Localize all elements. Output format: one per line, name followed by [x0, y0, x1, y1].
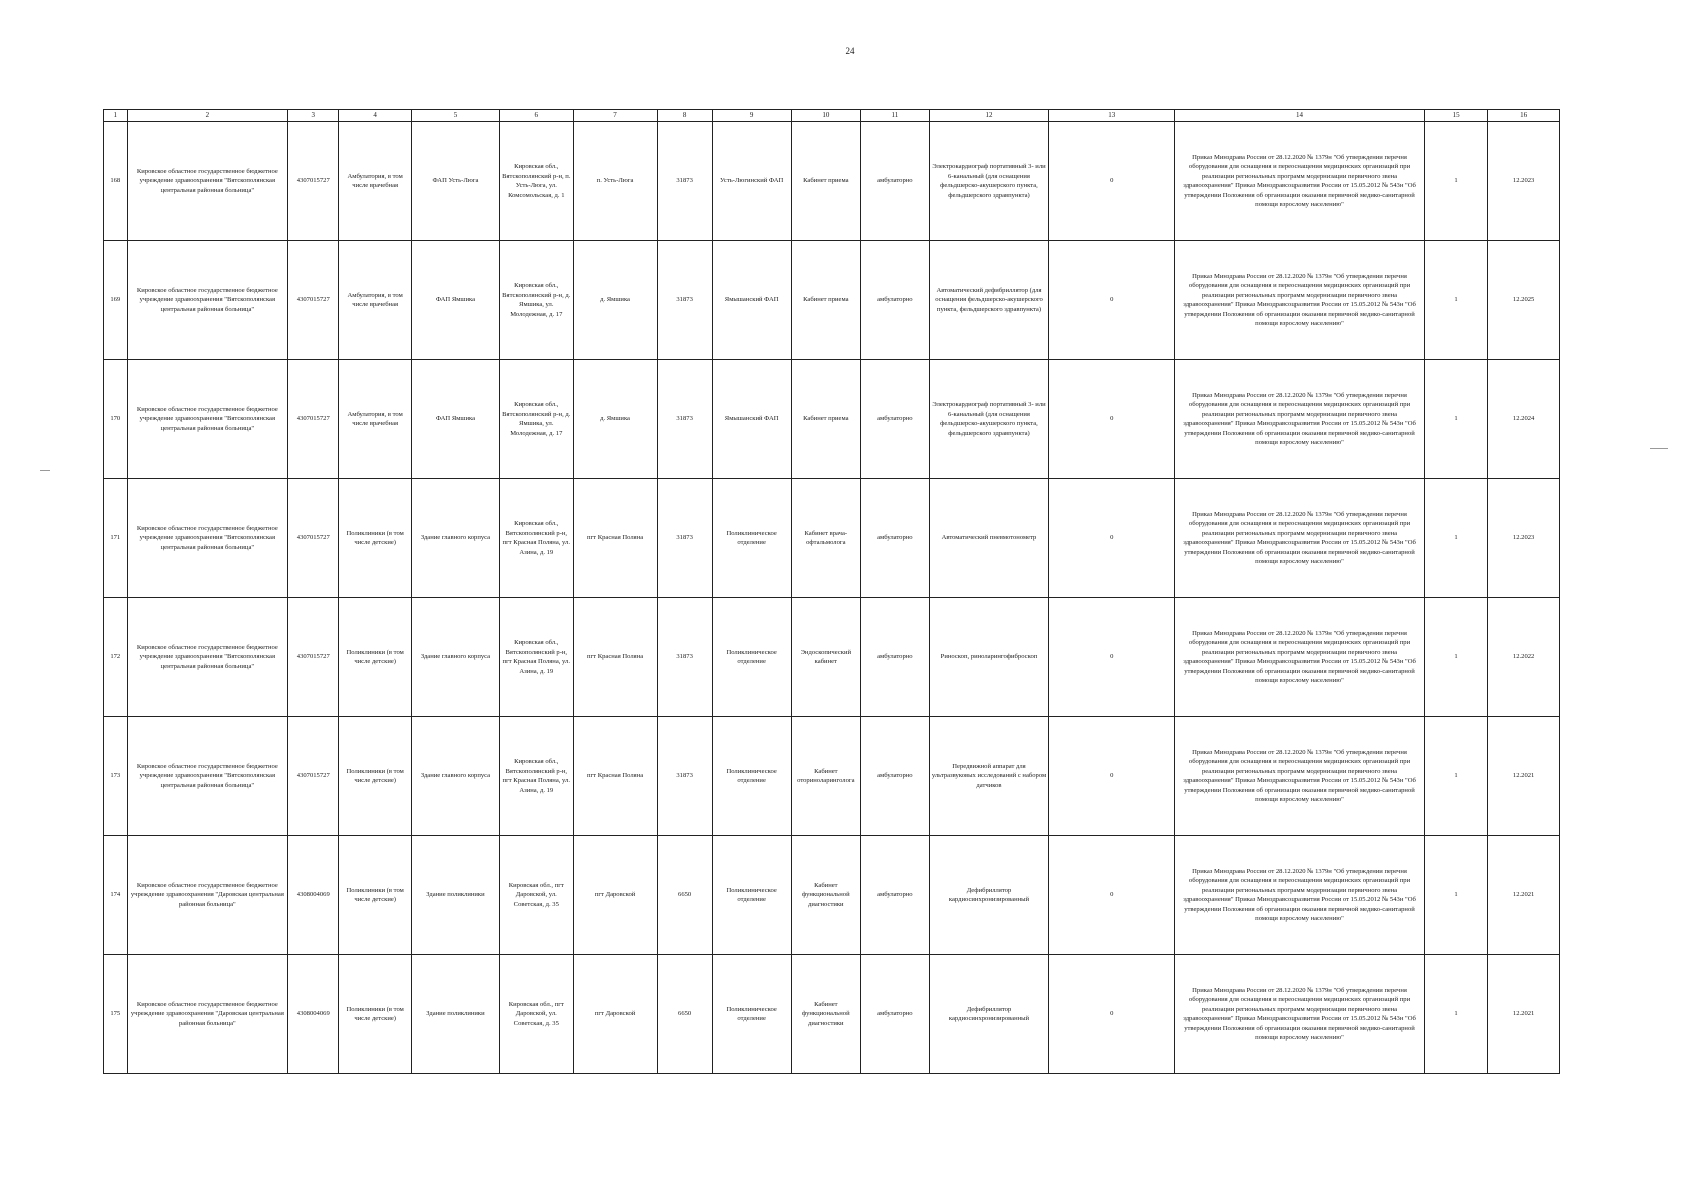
deadline-cell: 12.2023 — [1488, 122, 1560, 241]
deadline-cell: 12.2023 — [1488, 479, 1560, 598]
equipment-cell: Дефибриллятор кардиосинхронизированный — [929, 955, 1049, 1074]
required-count-cell: 1 — [1424, 836, 1487, 955]
room-cell: Кабинет приема — [791, 241, 861, 360]
facility-type-cell: Поликлиники (в том числе детские) — [339, 836, 412, 955]
deadline-cell: 12.2021 — [1488, 836, 1560, 955]
organization-cell: Кировское областное государственное бюджетное учреждение здравоохранения "Вятскополянская центральная районная больница" — [127, 122, 288, 241]
equipment-cell: Электрокардиограф портативный 3- или 6-канальный (для оснащения фельдшерско-акушерского пункта, фельдшерского здравпункта) — [929, 360, 1049, 479]
deadline-cell: 12.2022 — [1488, 598, 1560, 717]
facility-type-cell: Поликлиники (в том числе детские) — [339, 717, 412, 836]
settlement-cell: пгт Даровской — [573, 955, 657, 1074]
room-cell: Эндоскопический кабинет — [791, 598, 861, 717]
inn-cell: 4307015727 — [288, 360, 339, 479]
available-count-cell: 0 — [1049, 122, 1175, 241]
row-number-cell: 173 — [104, 717, 128, 836]
unit-cell: Ямышанский ФАП — [712, 241, 791, 360]
required-count-cell: 1 — [1424, 479, 1487, 598]
settlement-cell: пгт Красная Поляна — [573, 479, 657, 598]
available-count-cell: 0 — [1049, 479, 1175, 598]
room-cell: Кабинет оториноларинголога — [791, 717, 861, 836]
building-cell: Здание главного корпуса — [411, 479, 499, 598]
facility-type-cell: Поликлиники (в том числе детские) — [339, 479, 412, 598]
inn-cell: 4308004069 — [288, 955, 339, 1074]
unit-cell: Поликлиническое отделение — [712, 598, 791, 717]
equipment-register-table — [103, 109, 1560, 1074]
inn-cell: 4307015727 — [288, 479, 339, 598]
required-count-cell: 1 — [1424, 598, 1487, 717]
building-cell: Здание поликлиники — [411, 836, 499, 955]
organization-cell: Кировское областное государственное бюджетное учреждение здравоохранения "Даровская центральная районная больница" — [127, 955, 288, 1074]
column-header: 5 — [411, 110, 499, 122]
row-number-cell: 171 — [104, 479, 128, 598]
row-number-cell: 172 — [104, 598, 128, 717]
column-header: 14 — [1175, 110, 1425, 122]
unit-cell: Поликлиническое отделение — [712, 479, 791, 598]
equipment-cell: Дефибриллятор кардиосинхронизированный — [929, 836, 1049, 955]
care-form-cell: амбулаторно — [861, 598, 930, 717]
population-cell: 31873 — [657, 360, 712, 479]
legal-basis-cell: Приказ Минздрава России от 28.12.2020 № 1379н "Об утверждении перечня оборудования для оснащения и переоснащения медицинских организаций при реализации региональных программ модернизации первичного звена здравоохранения" Приказ Минздравсоцразвития России от 15.05.2012 № 543н "Об утверждении Положения об организации оказания первичной медико-санитарной помощи взрослому населению" — [1175, 717, 1425, 836]
column-header: 12 — [929, 110, 1049, 122]
room-cell: Кабинет приема — [791, 122, 861, 241]
settlement-cell: пгт Красная Поляна — [573, 717, 657, 836]
column-header: 13 — [1049, 110, 1175, 122]
equipment-cell: Автоматический дефибриллятор (для оснащения фельдшерско-акушерского пункта, фельдшерского здравпункта) — [929, 241, 1049, 360]
available-count-cell: 0 — [1049, 241, 1175, 360]
settlement-cell: пгт Красная Поляна — [573, 598, 657, 717]
column-header: 4 — [339, 110, 412, 122]
required-count-cell: 1 — [1424, 717, 1487, 836]
inn-cell: 4308004069 — [288, 836, 339, 955]
column-header: 11 — [861, 110, 930, 122]
care-form-cell: амбулаторно — [861, 836, 930, 955]
column-header: 15 — [1424, 110, 1487, 122]
equipment-cell: Риноскоп, риноларингофиброскоп — [929, 598, 1049, 717]
column-header: 7 — [573, 110, 657, 122]
address-cell: Кировская обл., Вятскополянский р-н, д. Ямшика, ул. Молодежная, д. 17 — [499, 241, 573, 360]
available-count-cell: 0 — [1049, 598, 1175, 717]
inn-cell: 4307015727 — [288, 717, 339, 836]
available-count-cell: 0 — [1049, 955, 1175, 1074]
unit-cell: Усть-Люгинский ФАП — [712, 122, 791, 241]
room-cell: Кабинет врача-офтальмолога — [791, 479, 861, 598]
address-cell: Кировская обл., Вятскополянский р-н, п. Усть-Люга, ул. Комсомольская, д. 1 — [499, 122, 573, 241]
required-count-cell: 1 — [1424, 955, 1487, 1074]
page-number: 24 — [845, 46, 855, 56]
column-header: 2 — [127, 110, 288, 122]
facility-type-cell: Поликлиники (в том числе детские) — [339, 955, 412, 1074]
facility-type-cell: Амбулатория, в том числе врачебная — [339, 241, 412, 360]
settlement-cell: пгт Даровской — [573, 836, 657, 955]
care-form-cell: амбулаторно — [861, 360, 930, 479]
table-row — [104, 122, 1560, 241]
population-cell: 31873 — [657, 122, 712, 241]
building-cell: Здание главного корпуса — [411, 717, 499, 836]
row-number-cell: 170 — [104, 360, 128, 479]
building-cell: Здание поликлиники — [411, 955, 499, 1074]
organization-cell: Кировское областное государственное бюджетное учреждение здравоохранения "Вятскополянская центральная районная больница" — [127, 717, 288, 836]
legal-basis-cell: Приказ Минздрава России от 28.12.2020 № 1379н "Об утверждении перечня оборудования для оснащения и переоснащения медицинских организаций при реализации региональных программ модернизации первичного звена здравоохранения" Приказ Минздравсоцразвития России от 15.05.2012 № 543н "Об утверждении Положения об организации оказания первичной медико-санитарной помощи взрослому населению" — [1175, 598, 1425, 717]
column-header: 6 — [499, 110, 573, 122]
care-form-cell: амбулаторно — [861, 955, 930, 1074]
population-cell: 31873 — [657, 717, 712, 836]
column-header: 8 — [657, 110, 712, 122]
care-form-cell: амбулаторно — [861, 717, 930, 836]
building-cell: Здание главного корпуса — [411, 598, 499, 717]
table-row — [104, 955, 1560, 1074]
legal-basis-cell: Приказ Минздрава России от 28.12.2020 № 1379н "Об утверждении перечня оборудования для оснащения и переоснащения медицинских организаций при реализации региональных программ модернизации первичного звена здравоохранения" Приказ Минздравсоцразвития России от 15.05.2012 № 543н "Об утверждении Положения об организации оказания первичной медико-санитарной помощи взрослому населению" — [1175, 836, 1425, 955]
required-count-cell: 1 — [1424, 360, 1487, 479]
row-number-cell: 168 — [104, 122, 128, 241]
column-header: 9 — [712, 110, 791, 122]
table-row — [104, 598, 1560, 717]
table-row — [104, 241, 1560, 360]
legal-basis-cell: Приказ Минздрава России от 28.12.2020 № 1379н "Об утверждении перечня оборудования для оснащения и переоснащения медицинских организаций при реализации региональных программ модернизации первичного звена здравоохранения" Приказ Минздравсоцразвития России от 15.05.2012 № 543н "Об утверждении Положения об организации оказания первичной медико-санитарной помощи взрослому населению" — [1175, 479, 1425, 598]
available-count-cell: 0 — [1049, 360, 1175, 479]
header-row — [104, 110, 1560, 122]
building-cell: ФАП Усть-Люга — [411, 122, 499, 241]
organization-cell: Кировское областное государственное бюджетное учреждение здравоохранения "Вятскополянская центральная районная больница" — [127, 360, 288, 479]
care-form-cell: амбулаторно — [861, 479, 930, 598]
row-number-cell: 175 — [104, 955, 128, 1074]
available-count-cell: 0 — [1049, 836, 1175, 955]
equipment-cell: Электрокардиограф портативный 3- или 6-канальный (для оснащения фельдшерско-акушерского пункта, фельдшерского здравпункта) — [929, 122, 1049, 241]
required-count-cell: 1 — [1424, 122, 1487, 241]
facility-type-cell: Поликлиники (в том числе детские) — [339, 598, 412, 717]
column-header: 1 — [104, 110, 128, 122]
legal-basis-cell: Приказ Минздрава России от 28.12.2020 № 1379н "Об утверждении перечня оборудования для оснащения и переоснащения медицинских организаций при реализации региональных программ модернизации первичного звена здравоохранения" Приказ Минздравсоцразвития России от 15.05.2012 № 543н "Об утверждении Положения об организации оказания первичной медико-санитарной помощи взрослому населению" — [1175, 241, 1425, 360]
room-cell: Кабинет приема — [791, 360, 861, 479]
organization-cell: Кировское областное государственное бюджетное учреждение здравоохранения "Вятскополянская центральная районная больница" — [127, 241, 288, 360]
row-number-cell: 174 — [104, 836, 128, 955]
column-header: 10 — [791, 110, 861, 122]
table-row — [104, 360, 1560, 479]
address-cell: Кировская обл., пгт Даровской, ул. Советская, д. 35 — [499, 836, 573, 955]
room-cell: Кабинет функциональной диагностики — [791, 836, 861, 955]
row-number-cell: 169 — [104, 241, 128, 360]
column-header: 16 — [1488, 110, 1560, 122]
settlement-cell: д. Ямшика — [573, 360, 657, 479]
address-cell: Кировская обл., Вятскополянский р-н, д. Ямшика, ул. Молодежная, д. 17 — [499, 360, 573, 479]
address-cell: Кировская обл., Вятскополянский р-н, пгт Красная Поляна, ул. Азина, д. 19 — [499, 598, 573, 717]
building-cell: ФАП Ямшика — [411, 241, 499, 360]
unit-cell: Поликлиническое отделение — [712, 955, 791, 1074]
address-cell: Кировская обл., Вятскополянский р-н, пгт Красная Поляна, ул. Азина, д. 19 — [499, 717, 573, 836]
settlement-cell: п. Усть-Люга — [573, 122, 657, 241]
settlement-cell: д. Ямшика — [573, 241, 657, 360]
deadline-cell: 12.2025 — [1488, 241, 1560, 360]
care-form-cell: амбулаторно — [861, 122, 930, 241]
address-cell: Кировская обл., Вятскополянский р-н, пгт Красная Поляна, ул. Азина, д. 19 — [499, 479, 573, 598]
care-form-cell: амбулаторно — [861, 241, 930, 360]
table-row — [104, 717, 1560, 836]
address-cell: Кировская обл., пгт Даровской, ул. Советская, д. 35 — [499, 955, 573, 1074]
organization-cell: Кировское областное государственное бюджетное учреждение здравоохранения "Даровская центральная районная больница" — [127, 836, 288, 955]
legal-basis-cell: Приказ Минздрава России от 28.12.2020 № 1379н "Об утверждении перечня оборудования для оснащения и переоснащения медицинских организаций при реализации региональных программ модернизации первичного звена здравоохранения" Приказ Минздравсоцразвития России от 15.05.2012 № 543н "Об утверждении Положения об организации оказания первичной медико-санитарной помощи взрослому населению" — [1175, 122, 1425, 241]
unit-cell: Ямышанский ФАП — [712, 360, 791, 479]
legal-basis-cell: Приказ Минздрава России от 28.12.2020 № 1379н "Об утверждении перечня оборудования для оснащения и переоснащения медицинских организаций при реализации региональных программ модернизации первичного звена здравоохранения" Приказ Минздравсоцразвития России от 15.05.2012 № 543н "Об утверждении Положения об организации оказания первичной медико-санитарной помощи взрослому населению" — [1175, 360, 1425, 479]
population-cell: 6650 — [657, 836, 712, 955]
deadline-cell: 12.2024 — [1488, 360, 1560, 479]
organization-cell: Кировское областное государственное бюджетное учреждение здравоохранения "Вятскополянская центральная районная больница" — [127, 598, 288, 717]
inn-cell: 4307015727 — [288, 598, 339, 717]
room-cell: Кабинет функциональной диагностики — [791, 955, 861, 1074]
facility-type-cell: Амбулатория, в том числе врачебная — [339, 360, 412, 479]
required-count-cell: 1 — [1424, 241, 1487, 360]
population-cell: 31873 — [657, 241, 712, 360]
inn-cell: 4307015727 — [288, 241, 339, 360]
unit-cell: Поликлиническое отделение — [712, 717, 791, 836]
organization-cell: Кировское областное государственное бюджетное учреждение здравоохранения "Вятскополянская центральная районная больница" — [127, 479, 288, 598]
facility-type-cell: Амбулатория, в том числе врачебная — [339, 122, 412, 241]
table-row — [104, 479, 1560, 598]
inn-cell: 4307015727 — [288, 122, 339, 241]
available-count-cell: 0 — [1049, 717, 1175, 836]
population-cell: 6650 — [657, 955, 712, 1074]
table-row — [104, 836, 1560, 955]
building-cell: ФАП Ямшика — [411, 360, 499, 479]
equipment-cell: Автоматический пневмотонометр — [929, 479, 1049, 598]
legal-basis-cell: Приказ Минздрава России от 28.12.2020 № 1379н "Об утверждении перечня оборудования для оснащения и переоснащения медицинских организаций при реализации региональных программ модернизации первичного звена здравоохранения" Приказ Минздравсоцразвития России от 15.05.2012 № 543н "Об утверждении Положения об организации оказания первичной медико-санитарной помощи взрослому населению" — [1175, 955, 1425, 1074]
equipment-cell: Передвижной аппарат для ультразвуковых исследований с набором датчиков — [929, 717, 1049, 836]
column-header: 3 — [288, 110, 339, 122]
unit-cell: Поликлиническое отделение — [712, 836, 791, 955]
population-cell: 31873 — [657, 598, 712, 717]
deadline-cell: 12.2021 — [1488, 955, 1560, 1074]
population-cell: 31873 — [657, 479, 712, 598]
deadline-cell: 12.2021 — [1488, 717, 1560, 836]
